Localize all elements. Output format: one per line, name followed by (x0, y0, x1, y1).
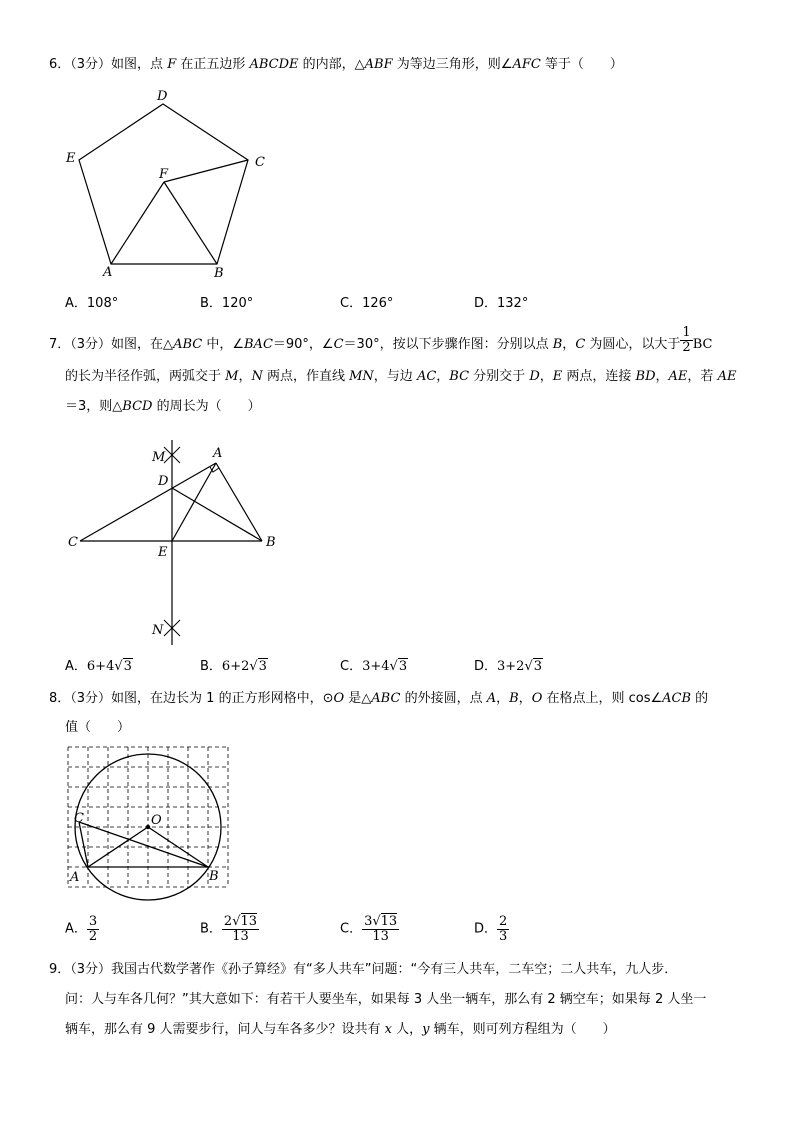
label-a8: A (70, 870, 80, 885)
q6-option-c[interactable]: C．126° (340, 296, 394, 311)
q6-option-d[interactable]: D．132° (474, 296, 529, 311)
label-e: E (66, 151, 76, 166)
q9-stem-line1: 9．（3分）我国古代数学著作《孙子算经》有“多人共车”问题：“今有三人共车，二车空；二人共车，九人步． (49, 962, 678, 977)
label-b8: B (209, 869, 219, 884)
segment-ob8 (148, 827, 208, 867)
label-b: B (214, 266, 224, 281)
label-a7: A (213, 446, 223, 461)
label-a: A (103, 265, 113, 280)
q6-number: 6． (49, 57, 71, 72)
label-c8: C (74, 811, 84, 826)
q7-fraction: $\frac{1}{2}$ (682, 325, 691, 355)
q7-number: 7． (49, 337, 71, 352)
q9-stem-line3: 辆车，那么有 9 人需要步行，问人与车各多少？设共有 x 人，y 辆车，则可列方程组为（ ） (65, 1022, 616, 1037)
label-o8: O (151, 813, 162, 828)
q8-option-a[interactable]: A． $\frac{3}{2}$ (65, 914, 98, 944)
q8-stem-line2: 值（ ） (65, 720, 131, 735)
q8-number: 8． (49, 691, 71, 706)
label-d7: D (158, 474, 169, 489)
label-c: C (255, 155, 265, 170)
q7-option-a[interactable]: A．6+4√3 (65, 659, 132, 674)
label-c7: C (68, 535, 78, 550)
q6-option-b[interactable]: B．120° (200, 296, 254, 311)
q8-option-b[interactable]: B． $\frac{2√13}{13}$ (200, 914, 258, 944)
q7-stem-line1: 7．（3分）如图，在△ABC 中，∠BAC＝90°，∠C＝30°，按以下步骤作图：分别以点 B，C 为圆心，以大于 $\frac{1}{2}$ BC (49, 325, 713, 355)
label-f: F (159, 167, 169, 182)
q7-stem-line3: ＝3，则△BCD 的周长为（ ） (65, 399, 261, 414)
q8-stem-line1: 8．（3分）如图，在边长为 1 的正方形网格中，⊙O 是△ABC 的外接圆，点 A，B，O 在格点上，则 cos∠ACB 的 (49, 691, 709, 706)
q7-stem-line2: 的长为半径作弧，两弧交于 M，N 两点，作直线 MN，与边 AC，BC 分别交于 D，E 两点，连接 BD，AE，若 AE (65, 369, 737, 384)
q6-stem: 6．（3分）如图，点 F 在正五边形 ABCDE 的内部，△ABF 为等边三角形，则∠AFC 等于（ ） (49, 57, 623, 72)
q8-option-c[interactable]: C． $\frac{3√13}{13}$ (340, 914, 398, 944)
q8-option-d[interactable]: D． $\frac{2}{3}$ (474, 914, 508, 944)
label-n: N (152, 623, 164, 638)
label-d: D (157, 89, 168, 104)
q7-option-b[interactable]: B．6+2√3 (200, 659, 267, 674)
q9-stem-line2: 问：人与车各几何？”其大意如下：有若干人要坐车，如果每 3 人坐一辆车，那么有 2 辆空车；如果每 2 人坐一 (65, 992, 707, 1007)
label-m: M (152, 450, 166, 465)
center-o-dot (146, 825, 150, 829)
label-b7: B (266, 535, 276, 550)
q7-option-c[interactable]: C．3+4√3 (340, 659, 408, 674)
label-e7: E (158, 545, 168, 560)
q7-option-d[interactable]: D．3+2√3 (474, 659, 543, 674)
q9-number: 9． (49, 962, 71, 977)
q6-option-a[interactable]: A．108° (65, 296, 119, 311)
